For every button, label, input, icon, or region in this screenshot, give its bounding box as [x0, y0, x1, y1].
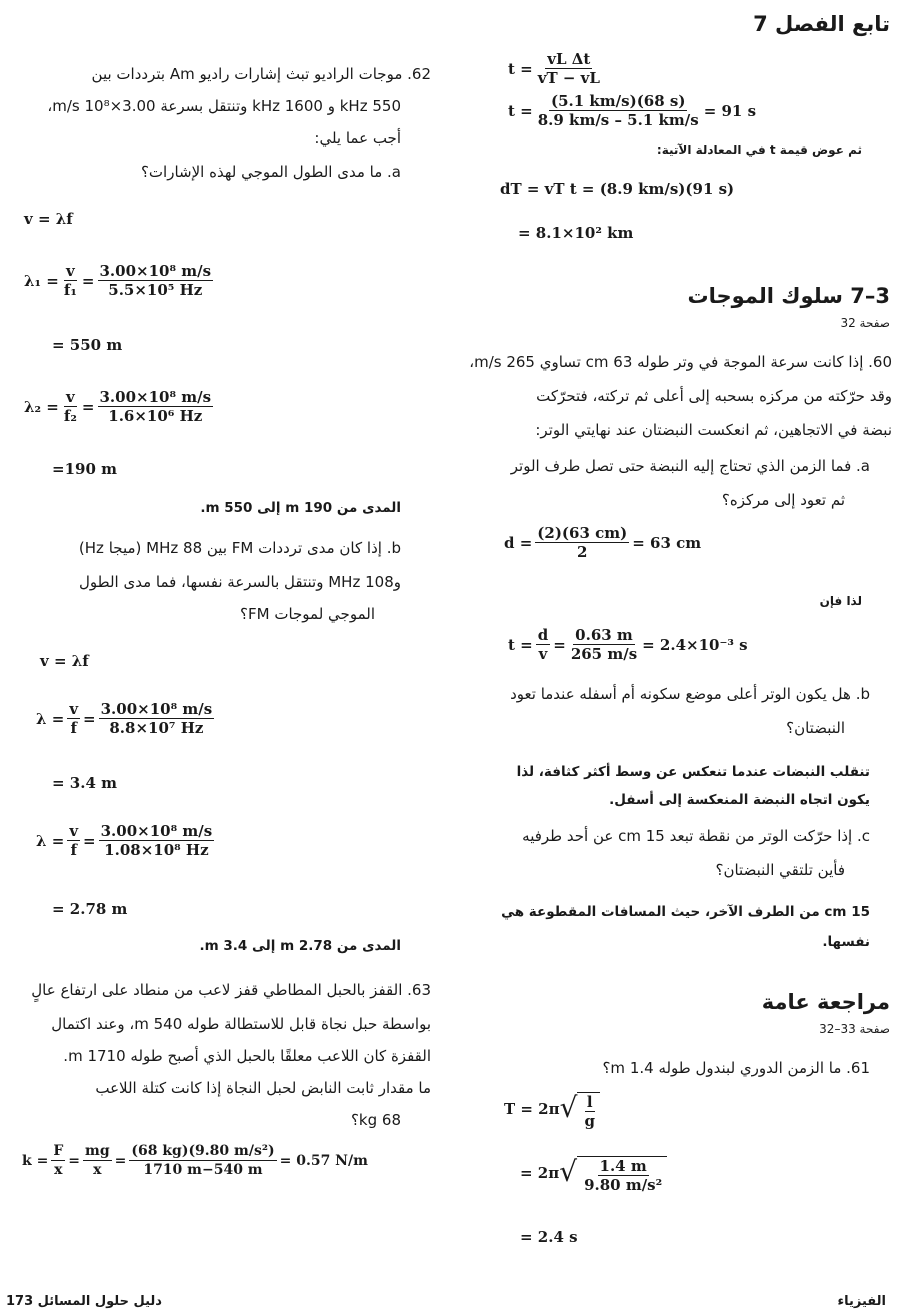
eq-lhs: = 2π	[520, 1164, 560, 1182]
equals-sign: =	[83, 709, 96, 728]
numerator: vL Δt	[547, 50, 591, 68]
fraction	[569, 626, 639, 663]
equation-61-1	[504, 1088, 600, 1130]
radicand	[577, 1156, 667, 1194]
fraction	[67, 700, 80, 737]
answer-60b-line-1: تنقلب النبضات عندما تنعكس عن وسط أكثر كثافة، لذا	[516, 764, 870, 780]
equation-62b-3: = 3.4 m	[52, 774, 117, 792]
equation-62a-1: v = λf	[24, 210, 73, 228]
numerator: 0.63 m	[575, 626, 633, 644]
answer-62b: المدى من 2.78 m إلى 3.4 m.	[199, 938, 401, 954]
fraction	[536, 626, 551, 663]
equation-59-4: = 8.1×10² km	[518, 224, 634, 242]
denominator: 1710 m−540 m	[143, 1162, 263, 1178]
denominator: 1.6×10⁶ Hz	[108, 407, 203, 425]
equals-sign: =	[83, 831, 96, 850]
denominator: x	[93, 1162, 102, 1178]
numerator: mg	[85, 1143, 110, 1159]
problem-62b-line-3: الموجي لموجات FM؟	[240, 605, 375, 623]
problem-60-line-3: نبضة في الاتجاهين، ثم انعكست النبضتان عند نهايتي الوتر:	[535, 421, 892, 439]
fraction	[536, 50, 602, 87]
problem-60b-line-1: b. هل يكون الوتر أعلى موضع سكونه أم أسفله عندما تعود	[510, 685, 870, 703]
numerator: v	[66, 262, 75, 280]
numerator: v	[66, 388, 75, 406]
numerator: l	[586, 1093, 593, 1111]
eq-lhs: k =	[22, 1152, 49, 1169]
radical-sign: √	[559, 1091, 578, 1124]
equals-sign: =	[81, 271, 95, 290]
review-page: صفحة 33–32	[819, 1022, 890, 1036]
problem-62a: a. ما مدى الطول الموجي لهذه الإشارات؟	[140, 163, 401, 181]
numerator: v	[69, 822, 79, 840]
fraction	[99, 700, 215, 737]
problem-63-line-4: ما مقدار ثابت النابض لحبل النجاة إذا كانت كتلة اللاعب	[95, 1079, 431, 1097]
problem-62-line-2: 550 kHz و 1600 kHz وتنتقل بسرعة 3.00×10⁸ m/s،	[47, 97, 401, 115]
equals-sign: =	[81, 397, 95, 416]
equation-61-2	[520, 1152, 667, 1194]
equals-sign: =	[553, 635, 566, 654]
denominator: 265 m/s	[570, 645, 638, 663]
equation-62b-5: = 2.78 m	[52, 900, 128, 918]
square-root	[560, 1088, 600, 1130]
problem-62-line-1: 62. موجات الراديو تبث إشارات راديو Am بترددات بين	[91, 65, 431, 83]
numerator: F	[53, 1143, 64, 1159]
problem-62b-line-1: b. إذا كان مدى ترددات FM بين 88 MHz (ميجا Hz)	[78, 539, 401, 557]
fraction	[582, 1157, 664, 1194]
numerator: (2)(63 cm)	[537, 524, 628, 542]
fraction	[535, 524, 629, 561]
equals-sign: =	[68, 1152, 80, 1169]
equation-60a-1	[504, 524, 701, 561]
eq-result: = 0.57 N/m	[279, 1152, 368, 1169]
fraction	[536, 92, 701, 129]
denominator: g	[584, 1112, 595, 1130]
equation-60a-2	[508, 626, 748, 663]
section-title: 3–7 سلوك الموجات	[687, 284, 890, 308]
numerator: 3.00×10⁸ m/s	[99, 262, 212, 280]
problem-62-line-3: أجب عما يلي:	[314, 129, 401, 147]
fraction	[98, 262, 214, 299]
problem-60a-line-2: ثم تعود إلى مركزه؟	[721, 491, 845, 509]
footer-subject: الفيزياء	[837, 1294, 886, 1309]
fraction	[99, 822, 215, 859]
equals-sign: =	[114, 1152, 127, 1169]
right-column	[462, 0, 900, 1314]
answer-60b-line-2: يكون اتجاه النبضة المنعكسة إلى أسفل.	[609, 792, 870, 808]
numerator: v	[69, 700, 79, 718]
fraction	[51, 1142, 65, 1179]
substitution-note: ثم عوض قيمة t في المعادلة الآتية:	[656, 143, 862, 157]
eq-result: = 91 s	[703, 101, 757, 120]
problem-62b-line-2: و108 MHz وتنتقل بالسرعة نفسها، فما مدى الطول	[79, 573, 401, 591]
chapter-heading: تابع الفصل 7	[753, 12, 890, 36]
eq-lhs: λ₁ =	[24, 271, 59, 290]
equation-62a-5: =190 m	[52, 460, 117, 478]
fraction	[67, 822, 80, 859]
denominator: 8.8×10⁷ Hz	[109, 719, 204, 737]
fraction	[98, 388, 214, 425]
equation-59-3: dT = vT t = (8.9 km/s)(91 s)	[500, 180, 735, 198]
equation-63	[22, 1142, 368, 1179]
answer-60c-line-1: 15 cm من الطرف الآخر، حيث المسافات المقطوعة هي	[501, 904, 870, 920]
radical-sign: √	[559, 1155, 578, 1188]
so-note: لذا فإن	[819, 594, 862, 608]
numerator: 3.00×10⁸ m/s	[100, 700, 213, 718]
answer-60c-line-2: نفسها.	[822, 934, 870, 950]
denominator: 2	[577, 543, 588, 561]
problem-60-line-2: وقد حرّكته من مركزه بسحبه إلى أعلى ثم تركته، فتحرّكت	[536, 387, 892, 405]
left-column	[0, 0, 445, 1314]
eq-result: = 2.4×10⁻³ s	[642, 635, 748, 654]
equation-61-3: = 2.4 s	[520, 1228, 578, 1246]
numerator: (68 kg)(9.80 m/s²)	[131, 1143, 275, 1159]
equation-62a-4	[24, 388, 216, 425]
denominator: 9.80 m/s²	[584, 1176, 663, 1194]
denominator: 5.5×10⁵ Hz	[108, 281, 203, 299]
numerator: (5.1 km/s)(68 s)	[551, 92, 686, 110]
denominator: x	[54, 1162, 63, 1178]
problem-63-line-1: 63. القفز بالحبل المطاطي قفز لاعب من منطاد على ارتفاع عالٍ	[31, 981, 431, 999]
eq-lhs: d =	[504, 533, 533, 552]
fraction	[129, 1142, 276, 1179]
section-page: صفحة 32	[840, 316, 890, 330]
denominator: f	[70, 719, 77, 737]
numerator: 1.4 m	[599, 1157, 647, 1175]
eq-result: = 63 cm	[632, 533, 702, 552]
equation-62a-3: = 550 m	[52, 336, 123, 354]
fraction	[62, 262, 79, 299]
equation-62b-1: v = λf	[40, 652, 89, 670]
equation-62b-2	[36, 700, 217, 737]
problem-63-line-5: 68 kg؟	[350, 1111, 401, 1129]
denominator: 1.08×10⁸ Hz	[104, 841, 209, 859]
footer-page-label: دليل حلول المسائل 173	[6, 1294, 162, 1309]
problem-60c-line-1: c. إذا حرّكت الوتر من نقطة تبعد 15 cm عن أحد طرفيه	[522, 827, 870, 845]
square-root	[559, 1152, 667, 1194]
denominator: f	[70, 841, 77, 859]
radicand	[577, 1092, 600, 1130]
equation-59-1	[508, 50, 605, 87]
numerator: 3.00×10⁸ m/s	[100, 822, 213, 840]
eq-lhs: t =	[508, 59, 533, 78]
equation-59-2	[508, 92, 756, 129]
numerator: 3.00×10⁸ m/s	[99, 388, 212, 406]
problem-63-line-3: القفزة كان اللاعب معلقًا بالحبل الذي أصبح طوله 1710 m.	[63, 1047, 431, 1065]
problem-60c-line-2: فأين تلتقي النبضتان؟	[715, 861, 845, 879]
fraction	[83, 1142, 112, 1179]
denominator: v	[538, 645, 548, 663]
problem-61: 61. ما الزمن الدوري لبندول طوله 1.4 m؟	[602, 1059, 870, 1077]
denominator: 8.9 km/s – 5.1 km/s	[537, 111, 699, 129]
review-title: مراجعة عامة	[761, 990, 890, 1014]
numerator: d	[537, 626, 549, 644]
eq-lhs: λ =	[36, 709, 65, 728]
eq-lhs: t =	[508, 101, 533, 120]
problem-60-line-1: 60. إذا كانت سرعة الموجة في وتر طوله 63 cm تساوي 265 m/s،	[469, 353, 892, 371]
answer-62a: المدى من 190 m إلى 550 m.	[200, 500, 401, 516]
equation-62b-4	[36, 822, 217, 859]
denominator: f₂	[63, 407, 77, 425]
problem-63-line-2: بواسطة حبل نجاة قابل للاستطالة طوله 540 m، وعند اكتمال	[51, 1015, 431, 1033]
fraction	[582, 1093, 597, 1130]
problem-60a-line-1: a. فما الزمن الذي تحتاج إليه النبضة حتى تصل طرف الوتر	[510, 457, 870, 475]
denominator: f₁	[63, 281, 77, 299]
eq-lhs: T = 2π	[504, 1100, 560, 1118]
denominator: vT − vL	[537, 69, 600, 87]
fraction	[62, 388, 79, 425]
eq-lhs: λ =	[36, 831, 65, 850]
eq-lhs: t =	[508, 635, 533, 654]
eq-lhs: λ₂ =	[24, 397, 59, 416]
problem-60b-line-2: النبضتان؟	[786, 719, 845, 737]
equation-62a-2	[24, 262, 216, 299]
